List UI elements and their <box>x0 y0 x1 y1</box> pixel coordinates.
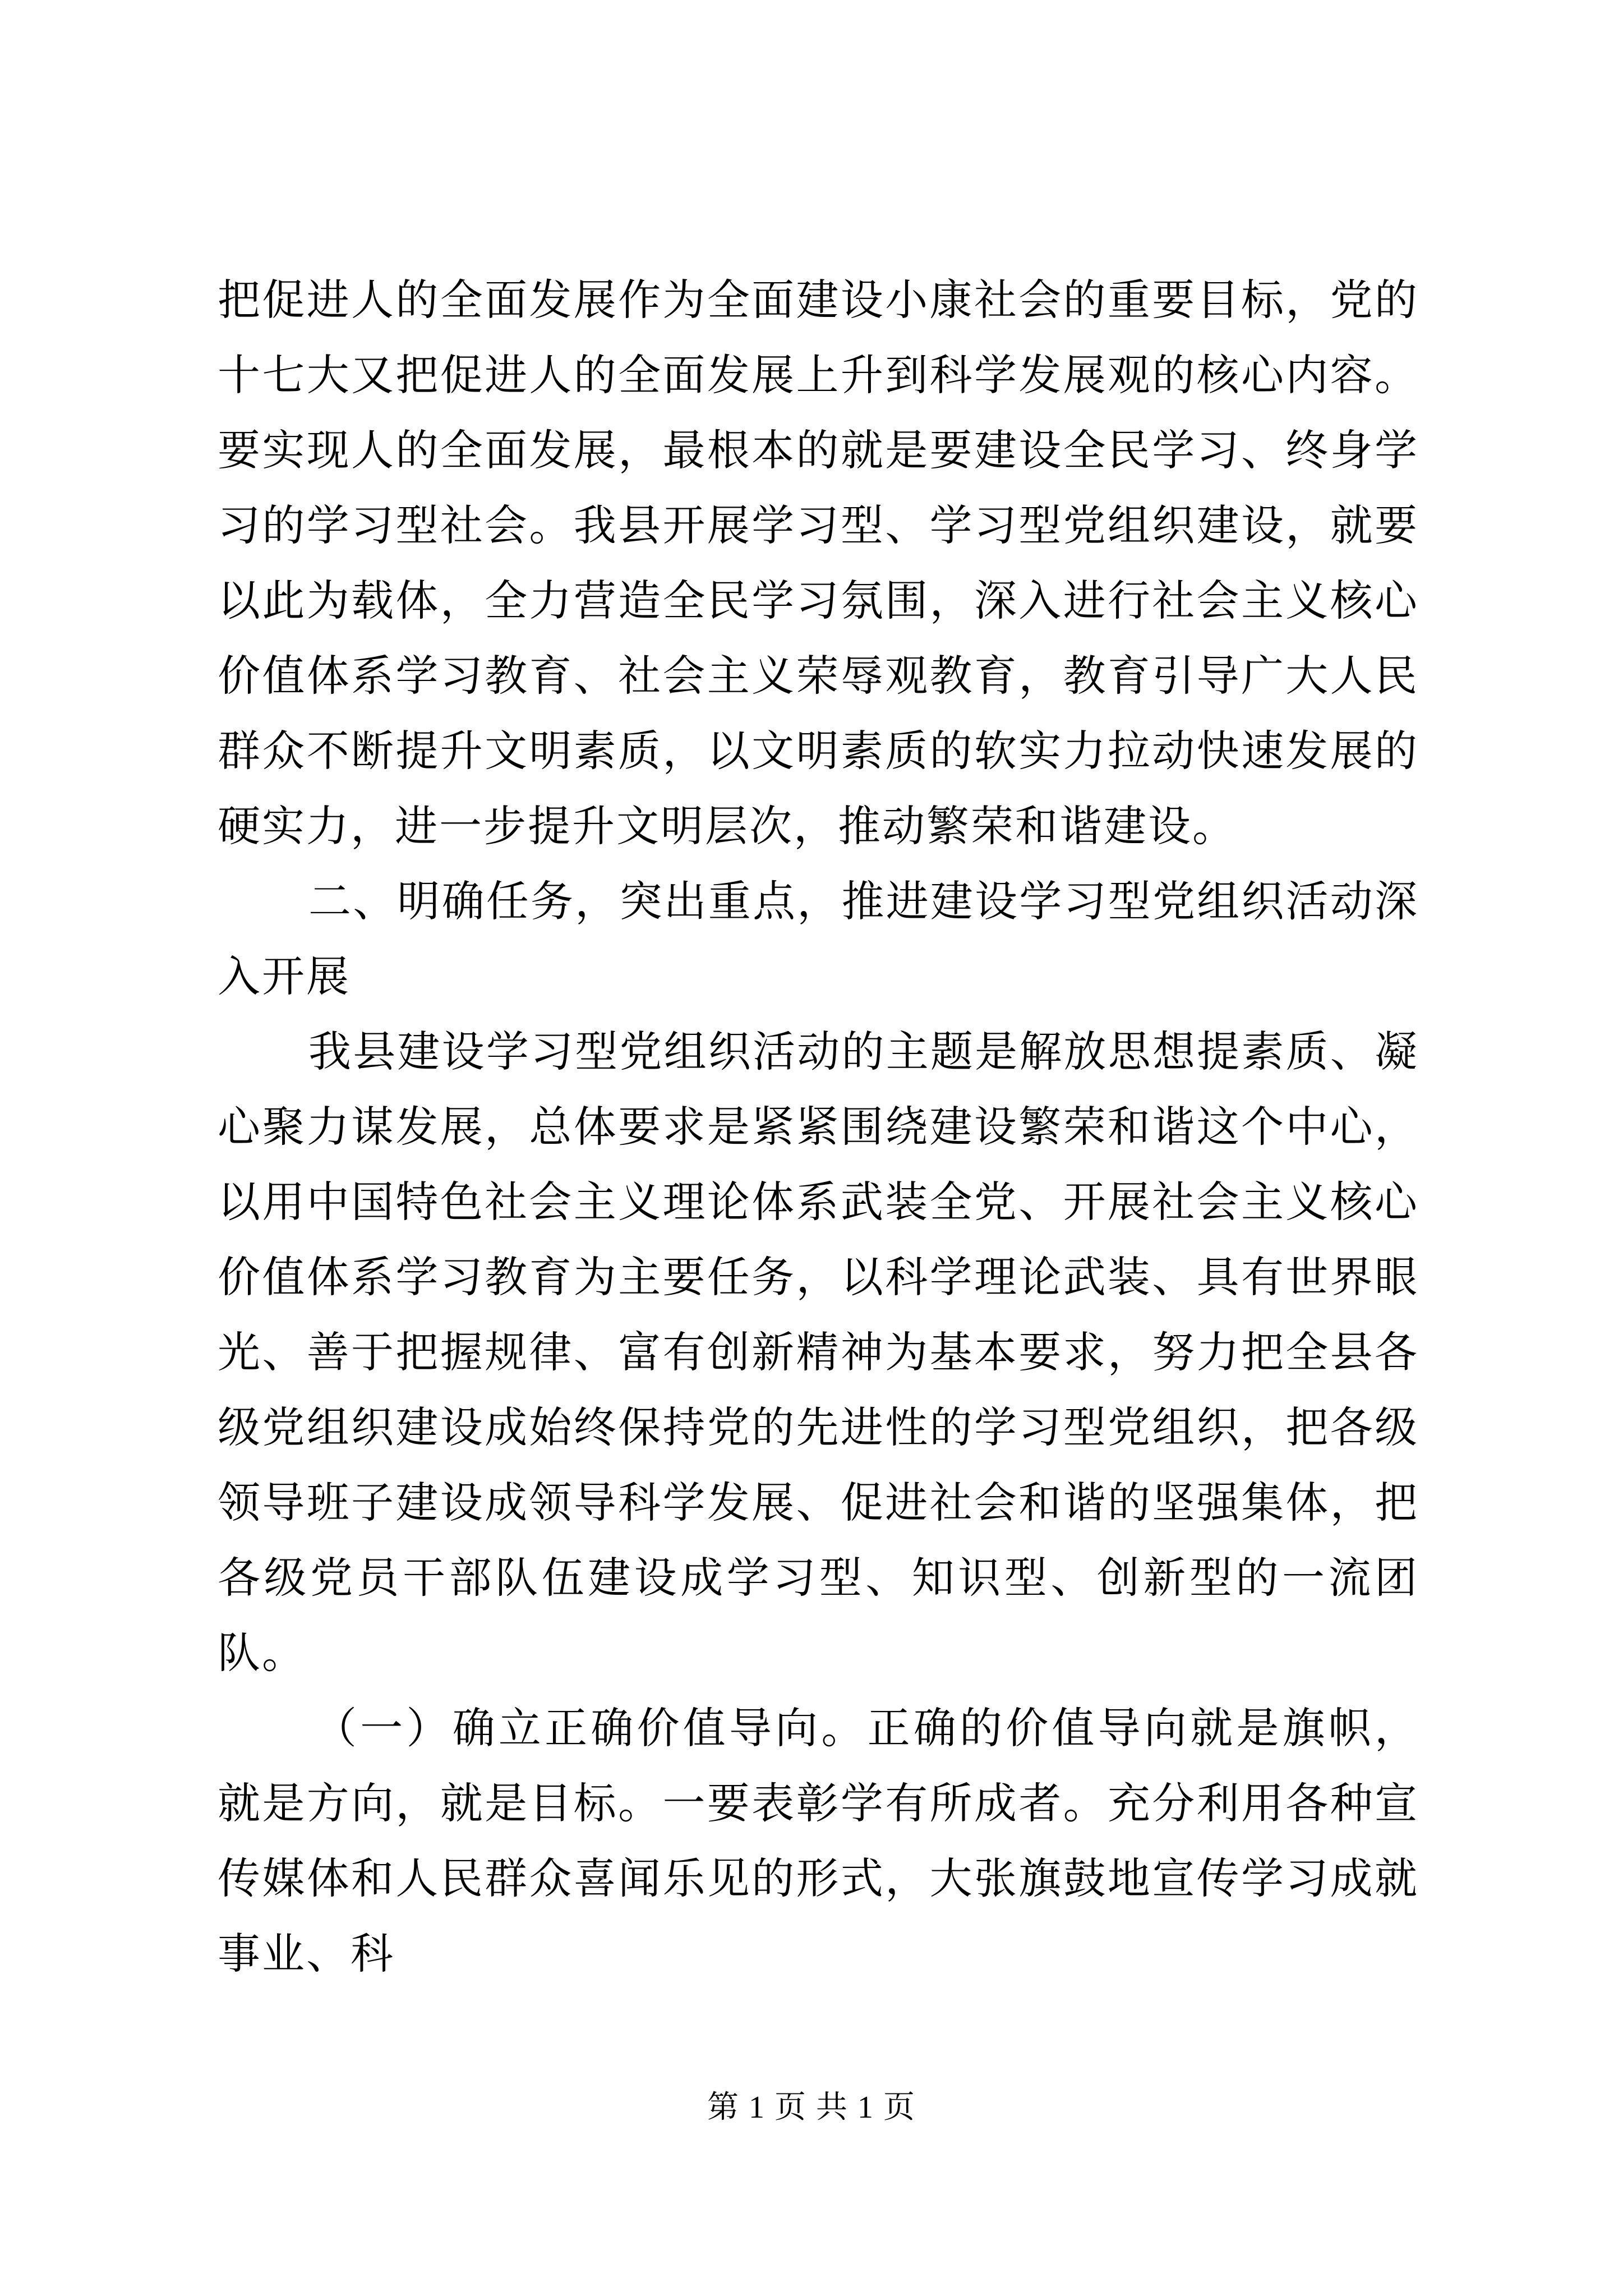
paragraph-theme: 我县建设学习型党组织活动的主题是解放思想提素质、凝心聚力谋发展，总体要求是紧紧围绕建设繁荣和谐这个中心，以用中国特色社会主义理论体系武装全党、开展社会主义核心价值体系学习教育为主要任务，以科学理论武装、具有世界眼光、善于把握规律、富有创新精神为基本要求，努力把全县各级党组织建设成始终保持党的先进性的学习型党组织，把各级领导班子建设成领导科学发展、促进社会和谐的坚强集体，把各级党员干部队伍建设成学习型、知识型、创新型的一流团队。 <box>218 1027 1419 1678</box>
page-footer: 第 1 页 共 1 页 <box>707 2090 916 2125</box>
paragraph-subsection-1: （一）确立正确价值导向。正确的价值导向就是旗帜，就是方向，就是目标。一要表彰学有所成者。充分利用各种宣传媒体和人民群众喜闻乐见的形式，大张旗鼓地宣传学习成就事业、科 <box>218 1703 1419 1978</box>
paragraph-continuation: 把促进人的全面发展作为全面建设小康社会的重要目标，党的十七大又把促进人的全面发展上升到科学发展观的核心内容。要实现人的全面发展，最根本的就是要建设全民学习、终身学习的学习型社会。我县开展学习型、学习型党组织建设，就要以此为载体，全力营造全民学习氛围，深入进行社会主义核心价值体系学习教育、社会主义荣辱观教育，教育引导广大人民群众不断提升文明素质，以文明素质的软实力拉动快速发展的硬实力，进一步提升文明层次，推动繁荣和谐建设。 <box>218 275 1419 851</box>
document-body <box>218 263 1419 1991</box>
section-heading: 二、明确任务，突出重点，推进建设学习型党组织活动深入开展 <box>218 876 1419 1001</box>
